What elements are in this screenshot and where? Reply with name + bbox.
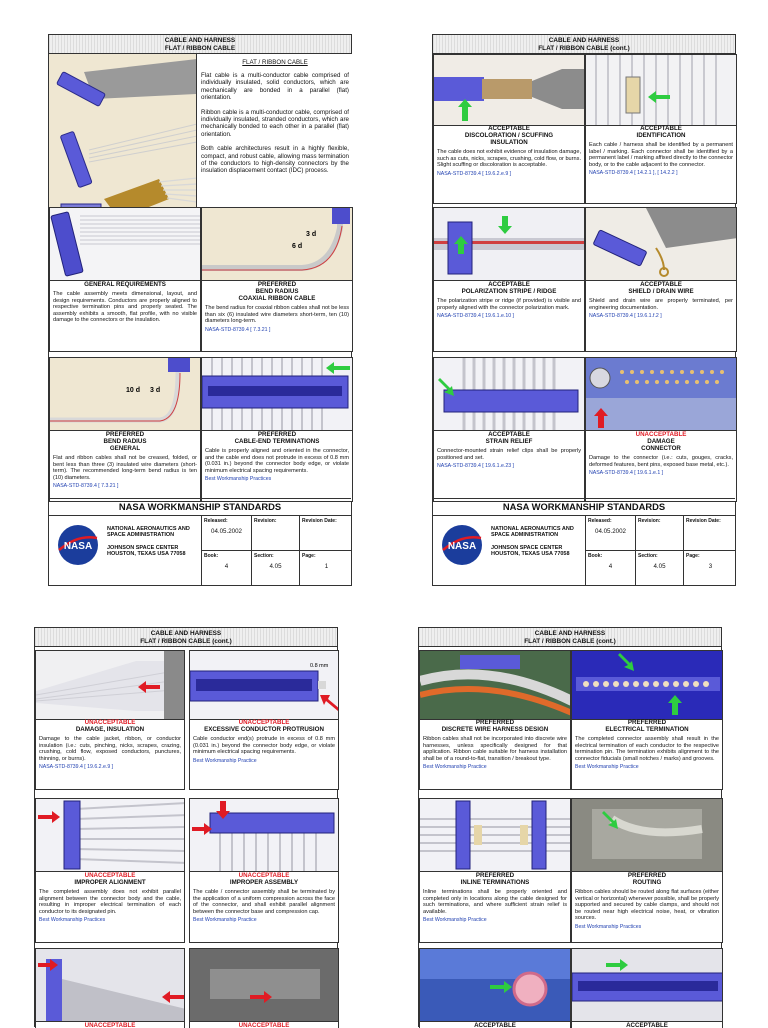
- routing-image: [572, 799, 722, 871]
- panel-title: INLINE TERMINATIONS: [460, 879, 530, 886]
- svg-text:NASA: NASA: [447, 541, 477, 552]
- panel-title: ROUTING: [632, 879, 662, 886]
- panel-reference: NASA-STD-8739.4 [ 19.6.2.e.9 ]: [437, 170, 512, 177]
- panel-title: DAMAGE, INSULATION: [75, 726, 145, 733]
- panel-reference: NASA-STD-8739.4 [ 19.6.1.e.10 ]: [437, 313, 514, 320]
- panel-reference: Best Workmanship Practice: [423, 917, 487, 924]
- panel-identification: ACCEPTABLE IDENTIFICATION Each cable / harness shall be identified by a permanent label / marking. Each connector shall be identified by a permanent label / marking affixed directly to the connector body, or to the cable adjacent to the connector. NASA-STD-8739.4 [ 14.2.1 ], [ 14.2.2 ]: [585, 54, 737, 204]
- intro-paragraph-3: Both cable architectures result in a highly flexible, compact, and robust cable, allowing mass termination of the conductors to high-density connectors by the insulation displacement contact (IDC) process.: [201, 145, 349, 175]
- footer-title: NASA WORKMANSHIP STANDARDS: [433, 499, 735, 516]
- panel-text: Each cable / harness shall be identified by a permanent label / marking. Each connector shall be identified by a permanent label / marking affixed directly to the connector body, or to the cable adjacent to the connector.: [589, 142, 733, 168]
- panel-reference: NASA-STD-8739.4 [ 7.3.21 ]: [53, 483, 119, 490]
- released-date: 04.05.2002: [595, 528, 626, 535]
- flat-cable-image: [50, 208, 200, 280]
- panel-title: DISCOLORATION / SCUFFING INSULATION: [464, 132, 554, 146]
- panel-text: The cable does not exhibit evidence of insulation damage, such as cuts, nicks, scrapes, crushing, cold flow, or burns. Slight scuffing or discoloration is acceptable.: [437, 149, 581, 169]
- panel-text: Flat and ribbon cables shall not be creased, folded, or bent less than three (3) insulated wire diameters (short-term). The recommended long-term bend radius is ten (10) diameters.: [53, 455, 197, 481]
- alignment-image: [36, 799, 184, 871]
- panel-improper-assembly: UNACCEPTABLE IMPROPER ASSEMBLY The cable / connector assembly shall be terminated by the application of a uniform compression across the face of the connector, and shall exhibit parallel alignment between the connector base and compression cap. Best Workmanship Practice: [189, 798, 339, 943]
- panel-text: Ribbon cables shall not be incorporated into discrete wire harnesses, unless specifically designed for that application. Ribbon cable suitable for harness installation shall be of a round-to-flat, transition / breakout type.: [423, 736, 567, 762]
- panel-improper-alignment: UNACCEPTABLE IMPROPER ALIGNMENT The completed assembly does not exhibit parallel alignment between the connector body and the cable, resulting in improper electrical termination of each conductor to its designated pin. Best Workmanship Practices: [35, 798, 185, 943]
- label-10d: 10 d: [126, 387, 141, 394]
- panel-title: IMPROPER ALIGNMENT: [74, 879, 146, 886]
- sheet-page-1: [48, 34, 352, 586]
- section-number: 4.05: [269, 563, 282, 570]
- discoloration-image: [434, 55, 584, 125]
- panel-title: DISCRETE WIRE HARNESS DESIGN: [441, 726, 549, 733]
- panel-reference: NASA-STD-8739.4 [ 19.6.1.e.1 ]: [589, 470, 664, 477]
- panel-reference: Best Workmanship Practice: [193, 917, 257, 924]
- panel-reference: Best Workmanship Practice: [423, 764, 487, 771]
- nasa-logo-icon: [57, 524, 99, 566]
- damage-insulation-image: [36, 651, 184, 719]
- panel-text: The cable / connector assembly shall be terminated by the application of a uniform compression across the face of the connector, and shall exhibit parallel alignment between the connector base and compression cap.: [193, 889, 335, 915]
- agency-block: NATIONAL AERONAUTICS AND SPACE ADMINISTRATION JOHNSON SPACE CENTER HOUSTON, TEXAS USA 77058: [491, 526, 574, 558]
- panel-reference: Best Workmanship Practice: [575, 764, 639, 771]
- intro-title: FLAT / RIBBON CABLE: [242, 59, 308, 66]
- panel-partial-right: UNACCEPTABLE: [189, 948, 339, 1028]
- panel-polarization: ACCEPTABLE POLARIZATION STRIPE / RIDGE The polarization stripe or ridge (if provided) is visible and properly aligned with the connector polarization mark. NASA-STD-8739.4 [ 19.6.1.e.10 ]: [433, 207, 585, 352]
- panel-title: IMPROPER ASSEMBLY: [229, 879, 299, 886]
- page-number: 1: [324, 563, 329, 570]
- sheet-header: CABLE AND HARNESS FLAT / RIBBON CABLE (cont.): [433, 35, 735, 54]
- panel-shield-drain: ACCEPTABLE SHIELD / DRAIN WIRE Shield and drain wire are properly terminated, per engineering documentation. NASA-STD-8739.4 [ 19.6.1.f.2 ]: [585, 207, 737, 352]
- panel-damage-connector: UNACCEPTABLE DAMAGE CONNECTOR Damage to the connector (i.e.: cuts, gouges, cracks, deformed features, bent pins, exposed base metal, etc.). NASA-STD-8739.4 [ 19.6.1.e.1 ]: [585, 357, 737, 502]
- panel-bend-radius-coaxial: 3 d 6 d PREFERRED BEND RADIUS COAXIAL RIBBON CABLE The bend radius for coaxial ribbon cables shall not be less than six (6) insulated wire diameters short-term, ten (10) diameters long-term. NASA-STD-8739.4 [ 7.3.21 ]: [201, 207, 353, 352]
- section-number: 4.05: [653, 563, 666, 570]
- panel-text: Ribbon cables should be routed along flat surfaces (either vertical or horizontal) whenever possible, shall be properly supported and secured by cable clamps, and should not be routed near high electrical noise, heat, or vibration sources.: [575, 889, 719, 922]
- panel-discrete-harness: PREFERRED DISCRETE WIRE HARNESS DESIGN Ribbon cables shall not be incorporated into discrete wire harnesses, unless specifically designed for that application. Ribbon cable suitable for harness installation shall be of a round-to-flat, transition / breakout type. Best Workmanship Practice: [419, 650, 571, 790]
- panel-reference: NASA-STD-8739.4 [ 19.6.1.e.23 ]: [437, 463, 514, 470]
- svg-text:NASA: NASA: [63, 541, 93, 552]
- panel-reference: NASA-STD-8739.4 [ 14.2.1 ], [ 14.2.2 ]: [589, 170, 678, 177]
- label-6d: 6 d: [292, 243, 303, 250]
- panel-text: The bend radius for coaxial ribbon cables shall not be less than six (6) insulated wire diameters short-term, ten (10) diameters long-term.: [205, 305, 349, 325]
- panel-reference: Best Workmanship Practices: [39, 917, 106, 924]
- general-bend-image: [50, 358, 200, 430]
- intro-paragraph-1: Flat cable is a multi-conductor cable comprised of individually insulated, solid conductors, which are mechanically are bonded in a parallel (flat) orientation.: [201, 72, 349, 102]
- sheet-header: CABLE AND HARNESS FLAT / RIBBON CABLE: [49, 35, 351, 54]
- panel-title: IDENTIFICATION: [636, 132, 686, 139]
- panel-title: DAMAGE CONNECTOR: [641, 438, 681, 452]
- panel-partial-left: UNACCEPTABLE: [35, 948, 185, 1028]
- panel-partial-left: ACCEPTABLE: [419, 948, 571, 1028]
- label-3d: 3 d: [150, 387, 161, 394]
- panel-text: Cable conductor end(s) protrude in excess of 0.8 mm (0.031 in.) beyond the connector body edge, or violate minimum electrical spacing requirements.: [193, 736, 335, 756]
- panel-strain-relief: ACCEPTABLE STRAIN RELIEF Connector-mounted strain relief clips shall be properly positioned and set. NASA-STD-8739.4 [ 19.6.1.e.23 ]: [433, 357, 585, 502]
- released-date: 04.05.2002: [211, 528, 242, 535]
- panel-text: The polarization stripe or ridge (if provided) is visible and properly aligned with the connector polarization mark.: [437, 298, 581, 311]
- sheet-footer: [433, 498, 735, 585]
- panel-text: Inline terminations shall be properly oriented and completed only in locations along the cable designed for such terminations, and where sufficient strain relief is available.: [423, 889, 567, 915]
- shield-drain-image: [586, 208, 736, 280]
- panel-reference: NASA-STD-8739.4 [ 19.6.2.e.9 ]: [39, 764, 114, 771]
- electrical-termination-image: [572, 651, 722, 719]
- panel-reference: NASA-STD-8739.4 [ 19.6.1.f.2 ]: [589, 313, 662, 320]
- cable-end-image: [202, 358, 352, 430]
- panel-text: Damage to the connector (i.e.: cuts, gouges, cracks, deformed features, bent pins, exposed base metal, etc.).: [589, 455, 733, 468]
- panel-reference: Best Workmanship Practice: [193, 757, 257, 764]
- panel-excessive-protrusion: 0.8 mm UNACCEPTABLE EXCESSIVE CONDUCTOR PROTRUSION Cable conductor end(s) protrude in excess of 0.8 mm (0.031 in.) beyond the connector body edge, or violate minimum electrical spacing requirements. Best Workmanship Practice: [189, 650, 339, 790]
- identification-image: [586, 55, 736, 125]
- panel-inline-terminations: PREFERRED INLINE TERMINATIONS Inline terminations shall be properly oriented and completed only in locations along the cable designed for such terminations, and where sufficient strain relief is available. Best Workmanship Practice: [419, 798, 571, 943]
- panel-general-requirements: [49, 207, 201, 352]
- footer-grid: Released: 04.05.2002 Revision: Revision Date: Book: 4 Section: 4.05 Page: 3: [585, 516, 735, 585]
- panel-text: Cable is properly aligned and oriented in the connector, and the cable end does not protrude in excess of 0.8 mm (0.031 in.) beyond the connector body edge, or violate minimum electrical spacing requirements.: [205, 448, 349, 474]
- discrete-harness-image: [420, 651, 570, 719]
- panel-cable-end-terminations: PREFERRED CABLE-END TERMINATIONS Cable is properly aligned and oriented in the connector, and the cable end does not protrude in excess of 0.8 mm (0.031 in.) beyond the connector body edge, or violate minimum electrical spacing requirements. Best Workmanship Practices: [201, 357, 353, 502]
- label-0-8mm: 0.8 mm: [310, 663, 329, 669]
- sheet-page-7: [418, 627, 722, 1027]
- intro-paragraph-2: Ribbon cable is a multi-conductor cable, comprised of individually insulated, stranded conductors, which are mechanically bonded to each other in a parallel (flat) orientation.: [201, 108, 349, 138]
- footer-title: NASA WORKMANSHIP STANDARDS: [49, 499, 351, 516]
- inline-terminations-image: [420, 799, 570, 871]
- panel-reference: Best Workmanship Practices: [205, 476, 272, 483]
- panel-text: Damage to the cable jacket, ribbon, or conductor insulation (i.e.: cuts, pinching, nicks, scrapes, crazing, crushing, cold flow, exposed conductors, punctures, thinning, or burns).: [39, 736, 181, 762]
- panel-text: The completed connector assembly shall result in the electrical termination of each conductor to the respective termination pin. The termination exhibits alignment to the connector fiducials (small notches / marks) and grooves.: [575, 736, 719, 762]
- panel-reference: NASA-STD-8739.4 [ 7.3.21 ]: [205, 326, 271, 333]
- panel-title: SHIELD / DRAIN WIRE: [628, 288, 694, 295]
- polarization-image: [434, 208, 584, 280]
- sheet-header: CABLE AND HARNESS FLAT / RIBBON CABLE (cont.): [35, 628, 337, 647]
- coaxial-bend-image: [202, 208, 352, 280]
- agency-block: NATIONAL AERONAUTICS AND SPACE ADMINISTRATION JOHNSON SPACE CENTER HOUSTON, TEXAS USA 77058: [107, 526, 190, 558]
- panel-routing: PREFERRED ROUTING Ribbon cables should be routed along flat surfaces (either vertical or horizontal) whenever possible, shall be properly supported and secured by cable clamps, and should not be routed near high electrical noise, heat, or vibration sources. Best Workmanship Practices: [571, 798, 723, 943]
- panel-text: The cable assembly meets dimensional, layout, and design requirements. Conductors are properly aligned to respective termination pins and properly seated. The assembly exhibits a smooth, flat profile, with no visible damage to the connectors or the insulation.: [53, 291, 197, 324]
- panel-partial-right: ACCEPTABLE: [571, 948, 723, 1028]
- panel-electrical-termination: PREFERRED ELECTRICAL TERMINATION The completed connector assembly shall result in the electrical termination of each conductor to the respective termination pin. The termination exhibits alignment to the connector fiducials (small notches / marks) and grooves. Best Workmanship Practice: [571, 650, 723, 790]
- panel-discoloration: ACCEPTABLE DISCOLORATION / SCUFFING INSULATION The cable does not exhibit evidence of insulation damage, such as cuts, nicks, scrapes, crushing, cold flow, or burns. Slight scuffing or discoloration is acceptable. NASA-STD-8739.4 [ 19.6.2.e.9 ]: [433, 54, 585, 204]
- sheet-page-3: [432, 34, 736, 586]
- panel-bend-radius-general: 10 d 3 d PREFERRED BEND RADIUS GENERAL Flat and ribbon cables shall not be creased, folded, or bent less than three (3) insulated wire diameters (short-term). The recommended long-term bend radius is ten (10) diameters. NASA-STD-8739.4 [ 7.3.21 ]: [49, 357, 201, 502]
- sheet-page-5: [34, 627, 338, 1027]
- panel-title: EXCESSIVE CONDUCTOR PROTRUSION: [204, 726, 324, 733]
- page-number: 3: [708, 563, 713, 570]
- nasa-logo-icon: [441, 524, 483, 566]
- book-number: 4: [224, 563, 229, 570]
- damage-connector-image: [586, 358, 736, 430]
- partial-image-right: [190, 949, 338, 1021]
- panel-title: POLARIZATION STRIPE / RIDGE: [461, 288, 557, 295]
- panel-reference: Best Workmanship Practices: [575, 923, 642, 930]
- partial-image-left: [36, 949, 184, 1021]
- footer-grid: Released: 04.05.2002 Revision: Revision Date: Book: 4 Section: 4.05 Page: 1: [201, 516, 351, 585]
- assembly-image: [190, 799, 338, 871]
- panel-title: BEND RADIUS COAXIAL RIBBON CABLE: [238, 288, 316, 302]
- panel-title: ELECTRICAL TERMINATION: [605, 726, 689, 733]
- panel-text: Shield and drain wire are properly terminated, per engineering documentation.: [589, 298, 733, 311]
- panel-text: The completed assembly does not exhibit parallel alignment between the connector body and the cable, resulting in improper electrical termination of each conductor to its designated pin.: [39, 889, 181, 915]
- partial-image-right: [572, 949, 722, 1021]
- panel-text: Connector-mounted strain relief clips shall be properly positioned and set.: [437, 448, 581, 461]
- sheet-header: CABLE AND HARNESS FLAT / RIBBON CABLE (cont.): [419, 628, 721, 647]
- protrusion-image: [190, 651, 338, 719]
- panel-title: STRAIN RELIEF: [485, 438, 533, 445]
- panel-title: GENERAL REQUIREMENTS: [84, 281, 166, 288]
- partial-image-left: [420, 949, 570, 1021]
- panel-title: BEND RADIUS GENERAL: [103, 438, 147, 452]
- book-number: 4: [608, 563, 613, 570]
- strain-relief-image: [434, 358, 584, 430]
- panel-title: CABLE-END TERMINATIONS: [234, 438, 320, 445]
- sheet-footer: [49, 498, 351, 585]
- label-3d: 3 d: [306, 231, 317, 238]
- panel-damage-insulation: UNACCEPTABLE DAMAGE, INSULATION Damage to the cable jacket, ribbon, or conductor insulation (i.e.: cuts, pinching, nicks, scrapes, crazing, crushing, cold flow, exposed conductors, punctures, thinning, or burns). NASA-STD-8739.4 [ 19.6.2.e.9 ]: [35, 650, 185, 790]
